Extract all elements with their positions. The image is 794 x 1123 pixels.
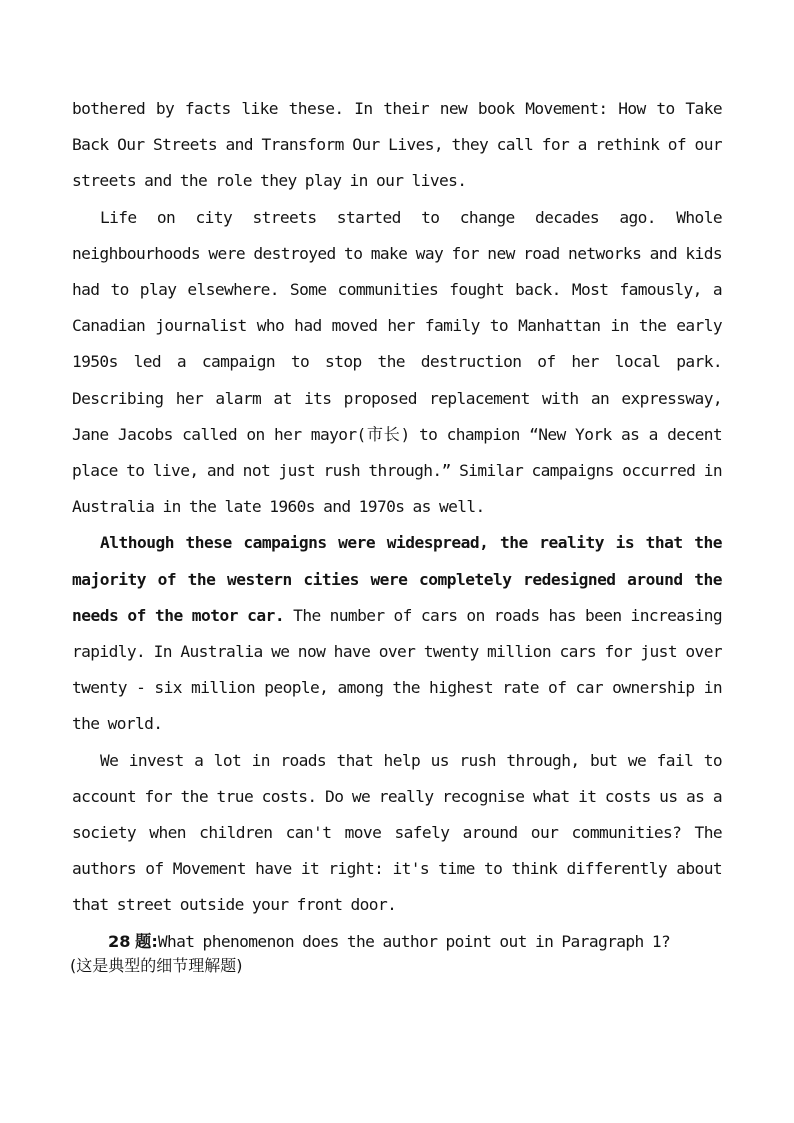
question-number: 28 题:: [108, 931, 158, 951]
paragraph-1-text: bothered by facts like these. In their new book Movement: How to Take Back Our Streets and Transform Our Lives, they call for a rethink of our streets and the role they play in our lives.: [72, 99, 722, 191]
paragraph-2: [72, 200, 722, 526]
question-type-note: (这是典型的细节理解题): [70, 955, 243, 975]
paragraph-4: [72, 743, 722, 924]
paragraph-4-text: We invest a lot in roads that help us rush through, but we fail to account for the true costs. Do we really recognise what it costs us as a society when children can't move safely around our communities? The authors of Movement have it right: it's time to think differently about that street outside your front door.: [72, 750, 722, 915]
paragraph-3-bold-sentence: Although these campaigns were widespread, the reality is that the majority of the western cities were completely redesigned around the needs of the motor car.: [72, 533, 722, 625]
question-text: What phenomenon does the author point out in Paragraph 1?: [157, 931, 671, 951]
passage-body: [72, 91, 722, 978]
paragraph-2-text: Life on city streets started to change decades ago. Whole neighbourhoods were destroyed to make way for new road networks and kids had to play elsewhere. Some communities fought back. Most famously, a Canadian journalist who had moved her family to Manhattan in the early 1950s led a campaign to stop the destruction of her local park. Describing her alarm at its proposed replacement with an expressway, Jane Jacobs called on her mayor(市长) to champion “New York as a decent place to live, and not just rush through.” Similar campaigns occurred in Australia in the late 1960s and 1970s as well.: [72, 207, 722, 517]
paragraph-1: [72, 91, 722, 200]
paragraph-3: [72, 525, 722, 742]
paragraph-3-text: The number of cars on roads has been increasing rapidly. In Australia we now have over twenty million cars for just over twenty - six million people, among the highest rate of car ownership in the world.: [72, 605, 723, 734]
